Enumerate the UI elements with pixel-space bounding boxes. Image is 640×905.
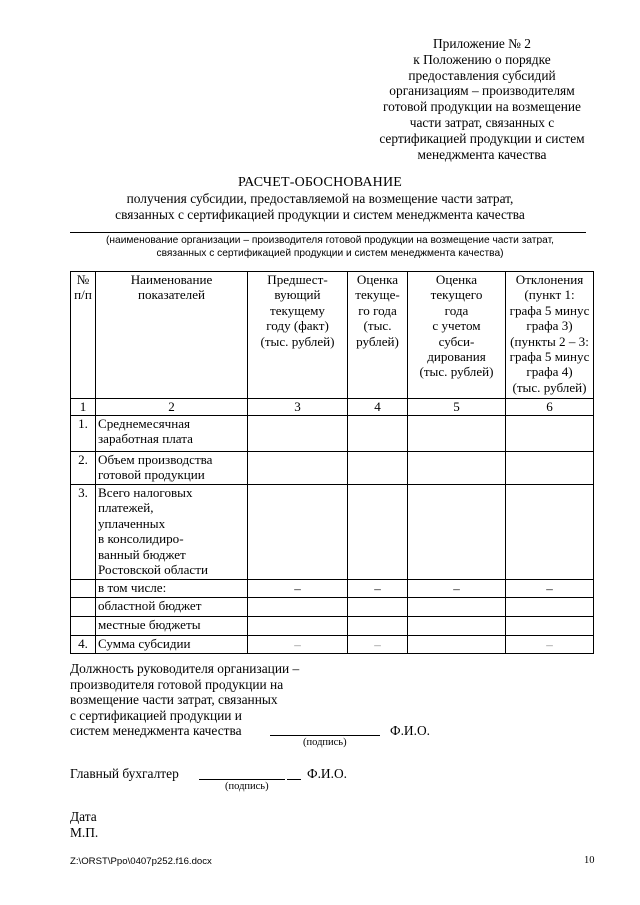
value-cell[interactable] <box>248 416 348 452</box>
appendix-line: организациям – производителям <box>389 83 575 99</box>
row-num: 2. <box>71 452 96 485</box>
subtitle-line: получения субсидии, предоставляемой на возмещение части затрат, <box>126 191 514 206</box>
value-cell[interactable] <box>248 452 348 485</box>
document-subtitle <box>0 191 640 222</box>
dash-cell: – <box>348 580 408 598</box>
value-cell[interactable] <box>248 598 348 617</box>
value-cell[interactable] <box>506 416 594 452</box>
appendix-line: менеджмента качества <box>417 146 547 162</box>
row-name: Всего налоговых платежей, уплаченных в консолидиро- ванный бюджет Ростовской области <box>96 485 248 580</box>
row-name: областной бюджет <box>96 598 248 617</box>
value-cell[interactable] <box>506 617 594 636</box>
row-num <box>71 598 96 617</box>
subtitle-line: связанных с сертификацией продукции и систем менеджмента качества <box>115 206 525 222</box>
value-cell[interactable] <box>348 452 408 485</box>
table-row <box>71 598 594 617</box>
value-cell[interactable] <box>408 598 506 617</box>
row-name: в том числе: <box>96 580 248 598</box>
signature-line-text: производителя готовой продукции на <box>70 676 284 692</box>
header-current-with-subsidy: Оценка текущего года с учетом субси- дирования (тыс. рублей) <box>408 272 506 399</box>
value-cell[interactable] <box>506 485 594 580</box>
dash-cell: – <box>408 580 506 598</box>
col-number: 4 <box>348 399 408 416</box>
value-cell[interactable] <box>408 617 506 636</box>
value-cell[interactable] <box>408 636 506 654</box>
row-num <box>71 580 96 598</box>
row-name: Среднемесячная заработная плата <box>96 416 248 452</box>
value-cell[interactable] <box>248 485 348 580</box>
dash-cell: – <box>248 580 348 598</box>
col-number: 3 <box>248 399 348 416</box>
row-num: 3. <box>71 485 96 580</box>
signature-line-text: возмещение части затрат, связанных <box>70 692 278 708</box>
appendix-block <box>352 36 612 162</box>
table-header-row <box>71 272 594 399</box>
calculation-table <box>70 271 594 654</box>
value-cell[interactable] <box>408 452 506 485</box>
signature-line-text: с сертификацией продукции и <box>70 707 242 723</box>
dash-cell: – <box>506 580 594 598</box>
footer-page-number: 10 <box>584 855 595 866</box>
value-cell[interactable] <box>348 485 408 580</box>
appendix-line: части затрат, связанных с <box>409 114 555 130</box>
head-fio: Ф.И.О. <box>390 723 430 738</box>
col-number: 5 <box>408 399 506 416</box>
header-previous-year: Предшест- вующий текущему году (факт) (тыс. рублей) <box>248 272 348 399</box>
appendix-line: предоставления субсидий <box>408 67 556 83</box>
appendix-line: Приложение № 2 <box>432 36 532 51</box>
value-cell[interactable] <box>248 617 348 636</box>
col-number: 6 <box>506 399 594 416</box>
table-row <box>71 452 594 485</box>
row-num: 4. <box>71 636 96 654</box>
appendix-line: к Положению о порядке <box>413 51 551 67</box>
row-num <box>71 617 96 636</box>
table-row <box>71 485 594 580</box>
chief-accountant-label: Главный бухгалтер <box>70 766 179 781</box>
header-current-estimate: Оценка текуще- го года (тыс. рублей) <box>348 272 408 399</box>
value-cell[interactable] <box>408 485 506 580</box>
stamp-label: М.П. <box>70 824 99 840</box>
header-num: № п/п <box>71 272 96 399</box>
value-cell[interactable] <box>506 598 594 617</box>
appendix-line: сертификацией продукции и систем <box>379 130 585 146</box>
row-num: 1. <box>71 416 96 452</box>
col-number: 2 <box>96 399 248 416</box>
date-block <box>70 809 98 840</box>
chief-signature-line[interactable] <box>199 779 285 780</box>
value-cell[interactable] <box>348 416 408 452</box>
dash-cell: – <box>506 636 594 654</box>
column-number-row <box>71 399 594 416</box>
caption-line: связанных с сертификацией продукции и систем менеджмента качества) <box>156 247 504 259</box>
organization-caption <box>60 235 600 260</box>
caption-line: (наименование организации – производителя готовой продукции на возмещение части затрат, <box>106 235 554 246</box>
head-signature-caption: (подпись) <box>303 737 347 748</box>
chief-signature-caption: (подпись) <box>225 781 269 792</box>
dash-cell: – <box>348 636 408 654</box>
row-name: местные бюджеты <box>96 617 248 636</box>
table-row <box>71 580 594 598</box>
footer-file-path: Z:\ORST\Ppo\0407p252.f16.docx <box>70 856 212 867</box>
table-row <box>71 617 594 636</box>
row-name: Сумма субсидии <box>96 636 248 654</box>
header-deviations: Отклонения (пункт 1: графа 5 минус графа 3) (пункты 2 – 3: графа 5 минус графа 4) (тыс. рублей) <box>506 272 594 399</box>
chief-fio: Ф.И.О. <box>307 766 347 781</box>
signature-line-text: систем менеджмента качества <box>70 723 242 739</box>
document-title: РАСЧЕТ-ОБОСНОВАНИЕ <box>237 175 403 190</box>
header-name: Наименование показателей <box>96 272 248 399</box>
table-row <box>71 636 594 654</box>
head-signature-block <box>70 661 299 739</box>
head-signature-line[interactable] <box>270 735 380 736</box>
table-row <box>71 416 594 452</box>
appendix-line: готовой продукции на возмещение <box>383 99 581 115</box>
signature-line-text: Должность руководителя организации – <box>70 661 300 676</box>
value-cell[interactable] <box>408 416 506 452</box>
date-label: Дата <box>70 809 97 824</box>
value-cell[interactable] <box>506 452 594 485</box>
col-number: 1 <box>71 399 96 416</box>
dash-cell: – <box>248 636 348 654</box>
value-cell[interactable] <box>348 598 408 617</box>
row-name: Объем производства готовой продукции <box>96 452 248 485</box>
chief-signature-line-tail <box>287 779 301 780</box>
value-cell[interactable] <box>348 617 408 636</box>
organization-name-line <box>70 232 586 233</box>
